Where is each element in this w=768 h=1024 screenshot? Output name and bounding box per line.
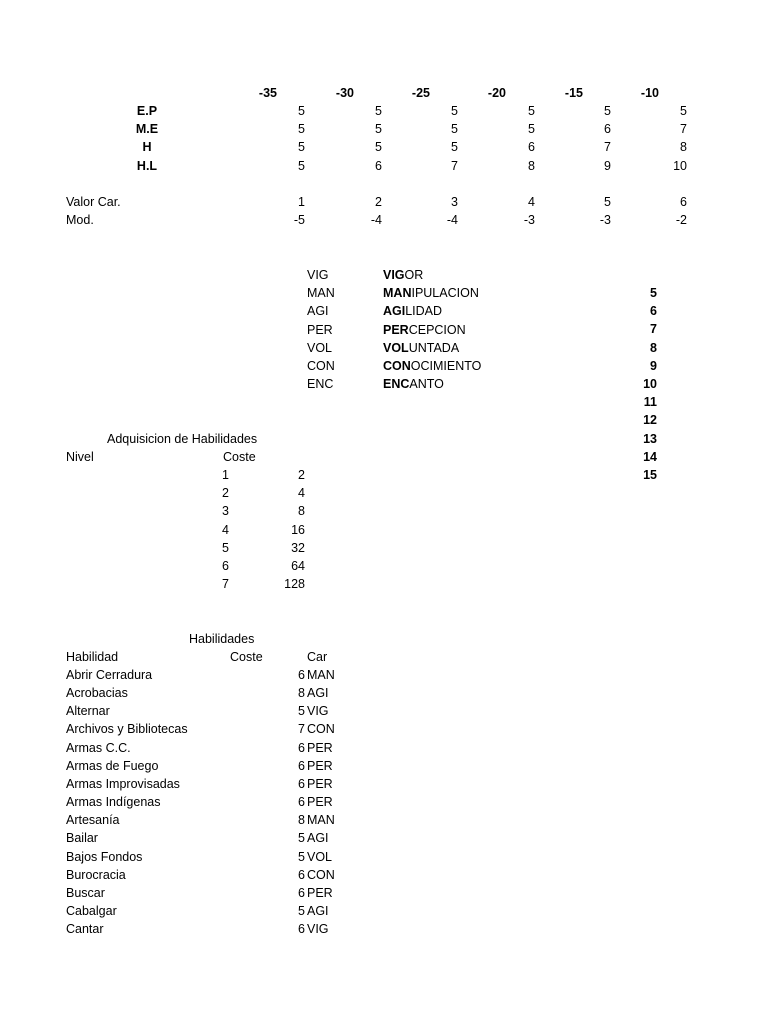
attribute-prefix: VOL	[383, 341, 409, 355]
adquisicion-nivel: 6	[222, 559, 229, 573]
habilidad-name: Armas Improvisadas	[66, 777, 180, 791]
stat-value-cell: 5	[451, 122, 458, 136]
stat-value-cell: 6	[375, 159, 382, 173]
stat-row-label: H.L	[136, 159, 158, 173]
adquisicion-coste: 8	[298, 504, 305, 518]
stat-header-cell: -10	[640, 86, 659, 100]
habilidad-name: Armas Indígenas	[66, 795, 161, 809]
attribute-suffix: IPULACION	[411, 286, 479, 300]
stat-header-cell: -15	[564, 86, 583, 100]
stat-value-cell: 7	[604, 140, 611, 154]
habilidad-car-header: Car	[307, 650, 328, 664]
stat-value-cell: 5	[451, 104, 458, 118]
valor-car-cell: 4	[528, 195, 535, 209]
number-column-cell: 6	[650, 304, 657, 318]
habilidad-car: VIG	[307, 704, 329, 718]
number-column-cell: 15	[643, 468, 657, 482]
mod-cell: -5	[293, 213, 305, 227]
habilidad-header: Habilidad	[66, 650, 119, 664]
attribute-abbr: MAN	[307, 286, 335, 300]
attribute-full-name	[383, 303, 442, 319]
nivel-header: Nivel	[66, 450, 94, 464]
habilidad-name: Buscar	[66, 886, 105, 900]
stat-value-cell: 5	[298, 140, 305, 154]
attribute-suffix: ANTO	[409, 377, 444, 391]
stat-value-cell: 5	[375, 104, 382, 118]
stat-value-cell: 5	[298, 104, 305, 118]
stat-value-cell: 7	[680, 122, 687, 136]
stat-value-cell: 5	[375, 122, 382, 136]
habilidad-name: Alternar	[66, 704, 110, 718]
attribute-full-name	[383, 267, 423, 283]
habilidad-coste: 6	[298, 741, 305, 755]
habilidad-name: Armas C.C.	[66, 741, 131, 755]
number-column-cell: 9	[650, 359, 657, 373]
adquisicion-coste: 2	[298, 468, 305, 482]
habilidad-name: Bajos Fondos	[66, 850, 143, 864]
number-column-cell: 7	[650, 322, 657, 336]
number-column-cell: 5	[650, 286, 657, 300]
stat-header-cell: -20	[487, 86, 506, 100]
adquisicion-title: Adquisicion de Habilidades	[107, 432, 258, 446]
mod-cell: -4	[446, 213, 458, 227]
stat-value-cell: 8	[680, 140, 687, 154]
coste-header: Coste	[223, 450, 256, 464]
habilidad-name: Bailar	[66, 831, 98, 845]
attribute-abbr: ENC	[307, 377, 334, 391]
habilidad-coste: 8	[298, 813, 305, 827]
attribute-prefix: ENC	[383, 377, 410, 391]
adquisicion-coste: 128	[284, 577, 305, 591]
stat-value-cell: 5	[680, 104, 687, 118]
valor-car-cell: 5	[604, 195, 611, 209]
attribute-full-name	[383, 376, 444, 392]
habilidad-coste: 6	[298, 759, 305, 773]
adquisicion-coste: 16	[291, 523, 305, 537]
habilidad-coste: 6	[298, 922, 305, 936]
mod-cell: -3	[523, 213, 535, 227]
valor-car-label: Valor Car.	[66, 195, 121, 209]
habilidad-name: Cabalgar	[66, 904, 117, 918]
habilidades-title: Habilidades	[189, 632, 255, 646]
habilidad-car: PER	[307, 777, 333, 791]
adquisicion-coste: 64	[291, 559, 305, 573]
habilidad-car: PER	[307, 886, 333, 900]
habilidad-name: Archivos y Bibliotecas	[66, 722, 188, 736]
habilidad-coste: 5	[298, 831, 305, 845]
adquisicion-nivel: 7	[222, 577, 229, 591]
number-column-cell: 13	[643, 432, 657, 446]
adquisicion-nivel: 4	[222, 523, 229, 537]
attribute-suffix: CEPCION	[408, 323, 466, 337]
habilidad-car: CON	[307, 722, 335, 736]
habilidad-coste: 6	[298, 668, 305, 682]
attribute-prefix: AGI	[383, 304, 406, 318]
mod-label: Mod.	[66, 213, 94, 227]
habilidad-coste: 7	[298, 722, 305, 736]
number-column-cell: 8	[650, 341, 657, 355]
habilidad-car: PER	[307, 759, 333, 773]
attribute-full-name	[383, 340, 459, 356]
attribute-suffix: OR	[404, 268, 424, 282]
stat-value-cell: 9	[604, 159, 611, 173]
stat-value-cell: 5	[298, 122, 305, 136]
valor-car-cell: 3	[451, 195, 458, 209]
habilidad-name: Acrobacias	[66, 686, 128, 700]
attribute-prefix: MAN	[383, 286, 412, 300]
attribute-prefix: VIG	[383, 268, 405, 282]
stat-value-cell: 7	[451, 159, 458, 173]
attribute-full-name	[383, 322, 466, 338]
habilidad-coste: 6	[298, 777, 305, 791]
adquisicion-coste: 32	[291, 541, 305, 555]
habilidad-car: PER	[307, 795, 333, 809]
habilidad-coste: 8	[298, 686, 305, 700]
habilidad-coste: 6	[298, 795, 305, 809]
habilidad-car: VOL	[307, 850, 333, 864]
habilidad-car: AGI	[307, 904, 329, 918]
stat-header-cell: -30	[335, 86, 354, 100]
stat-value-cell: 6	[604, 122, 611, 136]
habilidad-coste: 6	[298, 868, 305, 882]
valor-car-cell: 1	[298, 195, 305, 209]
habilidad-coste: 5	[298, 904, 305, 918]
stat-value-cell: 5	[451, 140, 458, 154]
stat-row-label: M.E	[135, 122, 159, 136]
habilidad-car: AGI	[307, 686, 329, 700]
adquisicion-nivel: 2	[222, 486, 229, 500]
habilidad-name: Abrir Cerradura	[66, 668, 153, 682]
number-column-cell: 14	[643, 450, 657, 464]
habilidad-coste-header: Coste	[230, 650, 263, 664]
attribute-abbr: PER	[307, 323, 333, 337]
stat-value-cell: 6	[528, 140, 535, 154]
stat-row-label: E.P	[136, 104, 158, 118]
habilidad-name: Burocracia	[66, 868, 126, 882]
attribute-suffix: OCIMIENTO	[410, 359, 482, 373]
stat-row-label: H	[142, 140, 152, 154]
stat-value-cell: 5	[528, 122, 535, 136]
adquisicion-nivel: 5	[222, 541, 229, 555]
attribute-full-name	[383, 358, 481, 374]
stat-header-cell: -25	[411, 86, 430, 100]
attribute-suffix: LIDAD	[405, 304, 443, 318]
attribute-abbr: VOL	[307, 341, 333, 355]
adquisicion-coste: 4	[298, 486, 305, 500]
attribute-abbr: CON	[307, 359, 335, 373]
stat-value-cell: 5	[604, 104, 611, 118]
attribute-prefix: CON	[383, 359, 411, 373]
adquisicion-nivel: 3	[222, 504, 229, 518]
stat-header-cell: -35	[258, 86, 277, 100]
habilidad-car: CON	[307, 868, 335, 882]
attribute-prefix: PER	[383, 323, 409, 337]
attribute-full-name	[383, 285, 479, 301]
habilidad-car: MAN	[307, 813, 335, 827]
number-column-cell: 12	[643, 413, 657, 427]
stat-value-cell: 5	[298, 159, 305, 173]
habilidad-coste: 6	[298, 886, 305, 900]
mod-cell: -2	[675, 213, 687, 227]
habilidad-name: Cantar	[66, 922, 104, 936]
mod-cell: -4	[370, 213, 382, 227]
habilidad-car: PER	[307, 741, 333, 755]
stat-value-cell: 10	[673, 159, 687, 173]
stat-value-cell: 5	[375, 140, 382, 154]
habilidad-car: VIG	[307, 922, 329, 936]
stat-value-cell: 8	[528, 159, 535, 173]
number-column-cell: 11	[643, 395, 657, 409]
attribute-suffix: UNTADA	[408, 341, 460, 355]
valor-car-cell: 2	[375, 195, 382, 209]
habilidad-coste: 5	[298, 850, 305, 864]
valor-car-cell: 6	[680, 195, 687, 209]
attribute-abbr: AGI	[307, 304, 329, 318]
habilidad-name: Armas de Fuego	[66, 759, 159, 773]
number-column-cell: 10	[643, 377, 657, 391]
habilidad-car: MAN	[307, 668, 335, 682]
habilidad-name: Artesanía	[66, 813, 120, 827]
mod-cell: -3	[599, 213, 611, 227]
attribute-abbr: VIG	[307, 268, 329, 282]
adquisicion-nivel: 1	[222, 468, 229, 482]
habilidad-car: AGI	[307, 831, 329, 845]
habilidad-coste: 5	[298, 704, 305, 718]
stat-value-cell: 5	[528, 104, 535, 118]
